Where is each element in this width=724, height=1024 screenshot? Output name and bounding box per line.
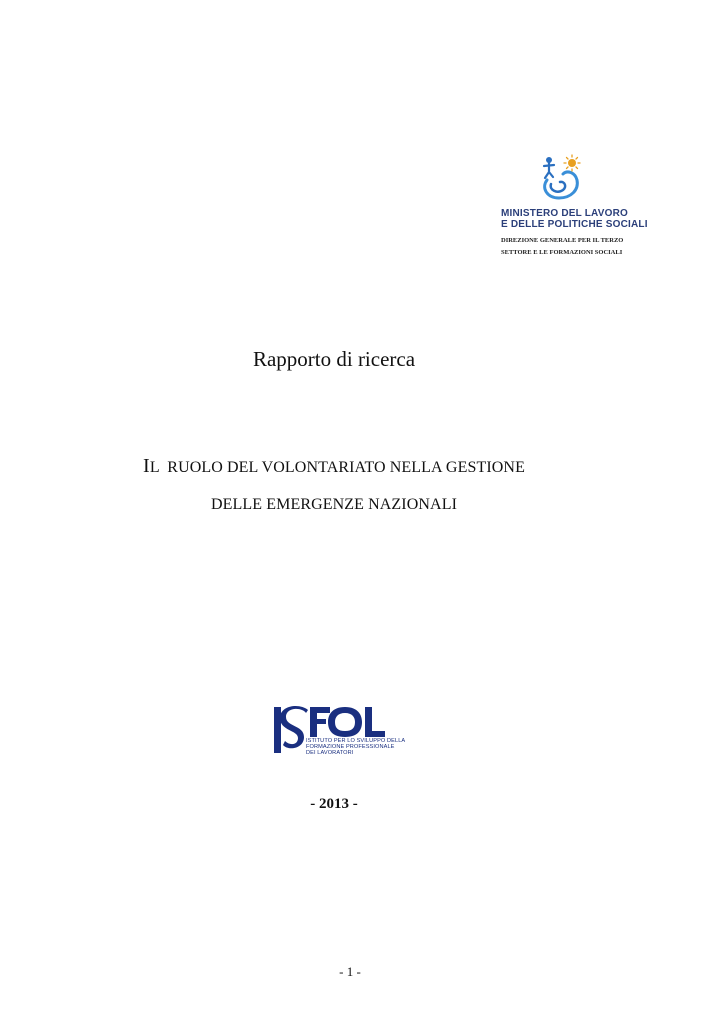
report-title-line1 [0, 455, 668, 478]
isfol-logo [272, 703, 406, 763]
isfol-sub-line1: ISTITUTO PER LO SVILUPPO DELLA [306, 738, 406, 744]
isfol-sub-line3: DEI LAVORATORI [306, 750, 354, 757]
ministry-name-line2: E DELLE POLITICHE SOCIALI [501, 219, 648, 230]
isfol-sub-line2: FORMAZIONE PROFESSIONALE [306, 744, 395, 751]
report-type: Rapporto di ricerca [252, 347, 416, 371]
ministry-department [501, 235, 629, 259]
ministry-dept-line1: DIREZIONE GENERALE PER IL TERZO [501, 237, 624, 244]
isfol-subtitle [306, 738, 406, 757]
ministry-dept-line2: SETTORE E LE FORMAZIONI SOCIALI [501, 249, 623, 256]
ministry-name-line1: MINISTERO DEL LAVORO [501, 208, 628, 219]
ministry-emblem-icon [535, 154, 585, 202]
title-initial: I [143, 455, 150, 477]
report-title-line2: DELLE EMERGENZE NAZIONALI [211, 496, 457, 513]
ministry-name [501, 208, 648, 230]
title-line1-rest: L RUOLO DEL VOLONTARIATO NELLA GESTIONE [149, 459, 525, 476]
page-number: - 1 - [339, 964, 361, 979]
report-year: - 2013 - [310, 796, 358, 812]
ministry-logo [497, 152, 648, 260]
